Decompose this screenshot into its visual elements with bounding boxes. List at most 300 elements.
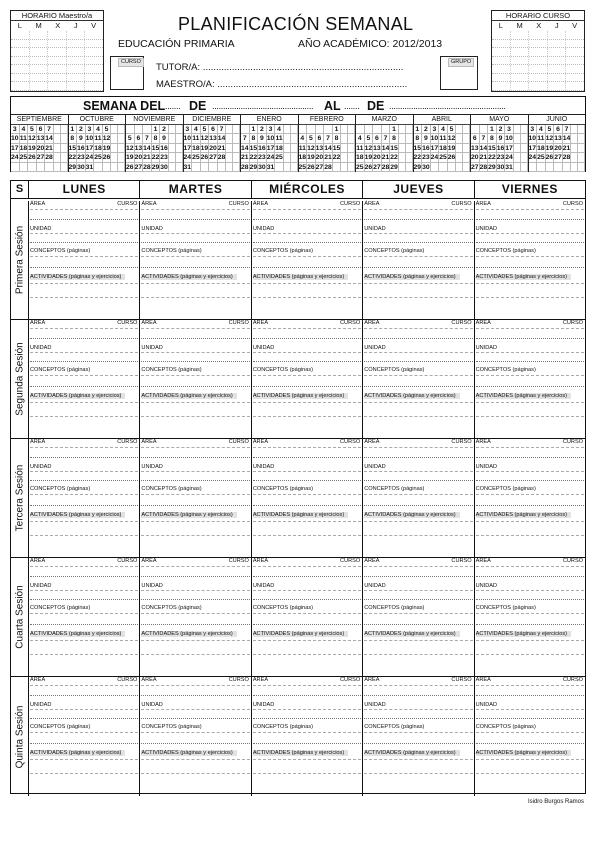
write-line[interactable] — [253, 624, 361, 625]
calendar-day[interactable] — [103, 163, 112, 172]
schedule-cell[interactable] — [548, 74, 567, 82]
calendar-day[interactable]: 25 — [19, 154, 28, 162]
calendar-day[interactable]: 4 — [20, 125, 29, 134]
schedule-cell[interactable] — [85, 31, 103, 39]
calendar-day[interactable]: 1 — [69, 125, 78, 134]
calendar-day[interactable] — [382, 125, 391, 134]
calendar-day[interactable]: 20 — [134, 154, 143, 162]
write-line[interactable] — [253, 375, 361, 376]
calendar-day[interactable] — [169, 144, 176, 153]
calendar-day[interactable] — [373, 125, 382, 134]
schedule-cell[interactable] — [566, 57, 584, 65]
schedule-row[interactable] — [492, 48, 584, 57]
schedule-cell[interactable] — [48, 31, 67, 39]
calendar-day[interactable] — [54, 163, 61, 172]
write-line[interactable] — [253, 338, 361, 339]
schedule-cell[interactable] — [548, 57, 567, 65]
cell-martes[interactable] — [140, 320, 251, 438]
calendar-day[interactable]: 4 — [94, 125, 103, 134]
write-line[interactable] — [30, 494, 138, 495]
calendar-day[interactable]: 17 — [505, 144, 513, 152]
schedule-cell[interactable] — [11, 74, 30, 82]
calendar-day[interactable]: 24 — [85, 154, 94, 162]
schedule-cell[interactable] — [48, 57, 67, 65]
schedule-cell[interactable] — [511, 48, 530, 56]
calendar-day[interactable]: 14 — [217, 135, 226, 143]
calendar-day[interactable]: 9 — [77, 134, 86, 143]
calendar-day[interactable]: 25 — [439, 154, 447, 162]
write-line[interactable] — [364, 494, 472, 495]
calendar-day[interactable] — [571, 163, 578, 172]
write-line[interactable] — [30, 256, 138, 257]
calendar-day[interactable] — [111, 163, 118, 172]
cell-miercoles[interactable] — [252, 558, 363, 676]
write-line[interactable] — [141, 718, 249, 719]
cell-jueves[interactable] — [363, 320, 474, 438]
calendar-day[interactable]: 28 — [241, 163, 249, 171]
calendar-day[interactable]: 18 — [275, 144, 283, 152]
write-line[interactable] — [30, 654, 138, 655]
calendar-day[interactable]: 5 — [365, 134, 374, 143]
calendar-day[interactable]: 27 — [471, 163, 479, 171]
write-line[interactable] — [476, 613, 584, 614]
schedule-cell[interactable] — [67, 82, 86, 90]
calendar-day[interactable]: 1 — [414, 125, 423, 134]
calendar-day[interactable]: 12 — [200, 135, 209, 143]
calendar-day[interactable] — [226, 125, 233, 134]
calendar-day[interactable]: 1 — [250, 125, 259, 134]
schedule-row[interactable] — [11, 82, 103, 91]
calendar-day[interactable] — [463, 153, 470, 162]
calendar-day[interactable]: 19 — [545, 144, 554, 152]
write-line[interactable] — [364, 471, 472, 472]
write-line[interactable] — [364, 773, 472, 774]
calendar-day[interactable]: 21 — [479, 154, 488, 162]
calendar-day[interactable] — [61, 163, 68, 172]
write-line[interactable] — [253, 613, 361, 614]
schedule-cell[interactable] — [48, 40, 67, 48]
calendar-day[interactable] — [406, 134, 413, 143]
horario-maestro-grid[interactable] — [11, 31, 103, 91]
write-line[interactable] — [141, 416, 249, 417]
schedule-cell[interactable] — [85, 57, 103, 65]
write-line[interactable] — [30, 566, 138, 567]
calendar-day[interactable]: 17 — [11, 144, 19, 152]
calendar-day[interactable] — [118, 153, 125, 162]
write-line[interactable] — [141, 695, 249, 696]
schedule-cell[interactable] — [529, 40, 548, 48]
calendar-day[interactable]: 3 — [184, 125, 193, 134]
calendar-day[interactable]: 10 — [85, 135, 94, 143]
write-line[interactable] — [476, 352, 584, 353]
calendar-day[interactable] — [54, 125, 61, 134]
write-line[interactable] — [364, 640, 472, 641]
calendar-day[interactable]: 14 — [562, 135, 571, 143]
calendar-day[interactable] — [226, 163, 233, 172]
calendar-day[interactable]: 13 — [373, 144, 381, 152]
schedule-cell[interactable] — [11, 31, 30, 39]
write-line[interactable] — [476, 624, 584, 625]
schedule-cell[interactable] — [30, 40, 49, 48]
calendar-day[interactable] — [341, 153, 348, 162]
write-line[interactable] — [141, 640, 249, 641]
schedule-cell[interactable] — [492, 65, 511, 73]
calendar-day[interactable] — [111, 144, 118, 153]
calendar-day[interactable] — [356, 125, 365, 134]
calendar-day[interactable]: 6 — [316, 134, 325, 143]
write-line[interactable] — [364, 297, 472, 298]
schedule-cell[interactable] — [566, 74, 584, 82]
calendar-day[interactable]: 27 — [315, 163, 324, 171]
calendar-day[interactable] — [448, 163, 457, 172]
schedule-cell[interactable] — [529, 48, 548, 56]
calendar-day[interactable]: 31 — [183, 163, 192, 171]
calendar-day[interactable]: 11 — [275, 135, 283, 143]
calendar-day[interactable]: 22 — [249, 154, 258, 162]
schedule-cell[interactable] — [511, 65, 530, 73]
write-line[interactable] — [364, 576, 472, 577]
calendar-day[interactable]: 21 — [45, 144, 53, 152]
cell-lunes[interactable] — [29, 201, 140, 319]
calendar-day[interactable]: 9 — [160, 134, 169, 143]
write-line[interactable] — [141, 457, 249, 458]
write-line[interactable] — [253, 695, 361, 696]
write-line[interactable] — [364, 535, 472, 536]
calendar-day[interactable] — [284, 125, 291, 134]
schedule-cell[interactable] — [511, 57, 530, 65]
write-line[interactable] — [476, 361, 584, 362]
calendar-day[interactable]: 1 — [488, 125, 497, 134]
calendar-day[interactable]: 21 — [381, 154, 390, 162]
schedule-cell[interactable] — [85, 65, 103, 73]
calendar-day[interactable]: 27 — [554, 154, 562, 162]
calendar-day[interactable]: 19 — [447, 144, 456, 152]
write-line[interactable] — [364, 613, 472, 614]
calendar-day[interactable] — [291, 163, 298, 172]
write-line[interactable] — [253, 494, 361, 495]
write-line[interactable] — [30, 535, 138, 536]
schedule-cell[interactable] — [11, 40, 30, 48]
write-line[interactable] — [476, 386, 584, 387]
write-line[interactable] — [476, 457, 584, 458]
write-line[interactable] — [141, 375, 249, 376]
write-line[interactable] — [141, 402, 249, 403]
calendar-day[interactable]: 7 — [241, 134, 250, 143]
calendar-day[interactable] — [341, 163, 348, 172]
write-line[interactable] — [141, 328, 249, 329]
calendar-day[interactable]: 12 — [545, 135, 554, 143]
calendar-day[interactable] — [143, 125, 152, 134]
schedule-cell[interactable] — [548, 65, 567, 73]
calendar-day[interactable] — [521, 134, 528, 143]
calendar-day[interactable]: 26 — [102, 154, 111, 162]
calendar-day[interactable]: 29 — [68, 163, 77, 171]
calendar-day[interactable]: 23 — [160, 154, 168, 162]
calendar-day[interactable]: 12 — [102, 135, 111, 143]
calendar-day[interactable] — [284, 134, 291, 143]
calendar-day[interactable]: 8 — [69, 134, 78, 143]
write-line[interactable] — [364, 695, 472, 696]
schedule-row[interactable] — [492, 82, 584, 91]
calendar-day[interactable]: 17 — [430, 144, 439, 152]
calendar-day[interactable]: 16 — [258, 144, 266, 152]
calendar-day[interactable] — [571, 153, 578, 162]
write-line[interactable] — [253, 759, 361, 760]
schedule-cell[interactable] — [11, 57, 30, 65]
write-line[interactable] — [364, 521, 472, 522]
calendar-day[interactable]: 16 — [496, 144, 505, 152]
write-line[interactable] — [364, 361, 472, 362]
calendar-day[interactable] — [176, 163, 183, 172]
calendar-day[interactable] — [480, 125, 489, 134]
calendar-day[interactable]: 6 — [209, 125, 218, 134]
write-line[interactable] — [253, 718, 361, 719]
write-line[interactable] — [253, 416, 361, 417]
calendar-day[interactable]: 29 — [390, 163, 398, 171]
calendar-day[interactable]: 1 — [333, 125, 342, 134]
calendar-day[interactable]: 16 — [422, 144, 430, 152]
calendar-day[interactable]: 3 — [431, 125, 440, 134]
calendar-day[interactable]: 7 — [45, 125, 54, 134]
calendar-day[interactable] — [176, 134, 183, 143]
calendar-day[interactable] — [169, 134, 176, 143]
calendar-day[interactable]: 13 — [471, 144, 479, 152]
write-line[interactable] — [30, 375, 138, 376]
write-line[interactable] — [476, 759, 584, 760]
calendar-day[interactable]: 7 — [382, 134, 391, 143]
calendar-day[interactable]: 29 — [249, 163, 258, 171]
write-line[interactable] — [364, 654, 472, 655]
calendar-day[interactable] — [348, 134, 355, 143]
write-line[interactable] — [141, 743, 249, 744]
calendar-day[interactable]: 25 — [537, 154, 545, 162]
cell-viernes[interactable] — [475, 439, 585, 557]
write-line[interactable] — [476, 640, 584, 641]
schedule-cell[interactable] — [492, 57, 511, 65]
write-line[interactable] — [476, 743, 584, 744]
calendar-day[interactable] — [463, 144, 470, 153]
calendar-day[interactable] — [284, 153, 291, 162]
write-line[interactable] — [476, 709, 584, 710]
calendar-day[interactable]: 14 — [143, 144, 151, 152]
write-line[interactable] — [141, 447, 249, 448]
calendar-day[interactable] — [118, 163, 125, 172]
cell-miercoles[interactable] — [252, 677, 363, 796]
cell-viernes[interactable] — [475, 320, 585, 438]
cell-lunes[interactable] — [29, 320, 140, 438]
calendar-day[interactable]: 7 — [218, 125, 227, 134]
calendar-day[interactable]: 12 — [28, 135, 36, 143]
calendar-day[interactable] — [514, 125, 521, 134]
calendar-day[interactable]: 1 — [152, 125, 161, 134]
calendar-day[interactable]: 6 — [554, 125, 563, 134]
schedule-cell[interactable] — [48, 48, 67, 56]
cell-lunes[interactable] — [29, 439, 140, 557]
write-line[interactable] — [253, 743, 361, 744]
calendar-day[interactable] — [571, 125, 578, 134]
write-line[interactable] — [476, 590, 584, 591]
calendar-day[interactable]: 26 — [545, 154, 554, 162]
calendar-day[interactable] — [399, 125, 406, 134]
calendar-day[interactable]: 21 — [324, 154, 332, 162]
calendar-day[interactable]: 8 — [414, 134, 423, 143]
write-line[interactable] — [30, 759, 138, 760]
calendar-day[interactable]: 18 — [356, 154, 364, 162]
calendar-day[interactable]: 10 — [505, 135, 513, 143]
write-line[interactable] — [30, 219, 138, 220]
write-line[interactable] — [364, 590, 472, 591]
calendar-day[interactable]: 15 — [390, 144, 398, 152]
write-line[interactable] — [30, 685, 138, 686]
calendar-day[interactable] — [291, 144, 298, 153]
calendar-day[interactable]: 30 — [77, 163, 85, 171]
calendar-day[interactable] — [578, 134, 585, 143]
write-line[interactable] — [476, 297, 584, 298]
write-line[interactable] — [364, 457, 472, 458]
calendar-day[interactable] — [45, 163, 54, 172]
calendar-day[interactable]: 15 — [488, 144, 496, 152]
schedule-cell[interactable] — [11, 65, 30, 73]
write-line[interactable] — [476, 654, 584, 655]
write-line[interactable] — [253, 256, 361, 257]
calendar-day[interactable]: 18 — [94, 144, 102, 152]
schedule-cell[interactable] — [566, 82, 584, 90]
schedule-cell[interactable] — [492, 82, 511, 90]
calendar-day[interactable]: 24 — [183, 154, 192, 162]
calendar-day[interactable]: 22 — [332, 154, 341, 162]
calendar-day[interactable]: 23 — [258, 154, 266, 162]
write-line[interactable] — [141, 480, 249, 481]
calendar-day[interactable] — [54, 144, 61, 153]
write-line[interactable] — [476, 416, 584, 417]
calendar-day[interactable]: 2 — [160, 125, 169, 134]
write-line[interactable] — [30, 521, 138, 522]
calendar-day[interactable] — [399, 144, 406, 153]
calendar-day[interactable]: 18 — [537, 144, 545, 152]
write-line[interactable] — [30, 209, 138, 210]
calendar-day[interactable]: 23 — [77, 154, 85, 162]
write-line[interactable] — [364, 283, 472, 284]
cell-martes[interactable] — [140, 558, 251, 676]
write-line[interactable] — [476, 732, 584, 733]
write-line[interactable] — [476, 505, 584, 506]
write-line[interactable] — [253, 709, 361, 710]
write-line[interactable] — [364, 328, 472, 329]
calendar-day[interactable]: 12 — [126, 144, 134, 152]
calendar-day[interactable]: 8 — [152, 134, 161, 143]
schedule-cell[interactable] — [529, 82, 548, 90]
write-line[interactable] — [253, 480, 361, 481]
write-line[interactable] — [141, 242, 249, 243]
cell-jueves[interactable] — [363, 558, 474, 676]
calendar-day[interactable]: 29 — [413, 163, 422, 171]
schedule-cell[interactable] — [67, 40, 86, 48]
write-line[interactable] — [141, 613, 249, 614]
schedule-row[interactable] — [11, 57, 103, 66]
calendar-day[interactable] — [201, 163, 210, 172]
calendar-day[interactable] — [348, 144, 355, 153]
write-line[interactable] — [30, 695, 138, 696]
calendar-day[interactable] — [209, 163, 218, 172]
cell-viernes[interactable] — [475, 558, 585, 676]
calendar-day[interactable]: 15 — [151, 144, 160, 152]
calendar-day[interactable] — [61, 134, 68, 143]
write-line[interactable] — [476, 328, 584, 329]
write-line[interactable] — [141, 209, 249, 210]
calendar-day[interactable]: 27 — [134, 163, 143, 171]
write-line[interactable] — [476, 233, 584, 234]
cell-miercoles[interactable] — [252, 439, 363, 557]
calendar-day[interactable]: 20 — [554, 144, 562, 152]
write-line[interactable] — [253, 505, 361, 506]
calendar-day[interactable]: 13 — [134, 144, 143, 152]
calendar-day[interactable]: 15 — [413, 144, 422, 152]
calendar-day[interactable] — [94, 163, 103, 172]
calendar-day[interactable] — [284, 144, 291, 153]
write-line[interactable] — [141, 471, 249, 472]
calendar-day[interactable]: 15 — [68, 144, 77, 152]
calendar-day[interactable]: 6 — [37, 125, 46, 134]
write-line[interactable] — [253, 654, 361, 655]
write-line[interactable] — [141, 654, 249, 655]
calendar-day[interactable]: 20 — [315, 154, 324, 162]
calendar-day[interactable] — [284, 163, 291, 172]
calendar-day[interactable]: 8 — [250, 134, 259, 143]
calendar-day[interactable]: 26 — [200, 154, 209, 162]
calendar-day[interactable] — [463, 134, 470, 143]
schedule-row[interactable] — [492, 31, 584, 40]
write-line[interactable] — [364, 505, 472, 506]
calendar-day[interactable] — [471, 125, 480, 134]
calendar-day[interactable]: 25 — [192, 154, 200, 162]
calendar-day[interactable]: 13 — [554, 135, 562, 143]
calendar-day[interactable]: 4 — [537, 125, 546, 134]
calendar-day[interactable]: 17 — [266, 144, 275, 152]
calendar-day[interactable]: 4 — [192, 125, 201, 134]
write-line[interactable] — [253, 685, 361, 686]
calendar-day[interactable] — [348, 163, 355, 172]
schedule-cell[interactable] — [548, 40, 567, 48]
cell-viernes[interactable] — [475, 677, 585, 796]
calendar-day[interactable]: 3 — [11, 125, 20, 134]
calendar-day[interactable]: 10 — [266, 135, 275, 143]
calendar-day[interactable]: 18 — [192, 144, 200, 152]
calendar-day[interactable]: 22 — [488, 154, 496, 162]
calendar-day[interactable] — [241, 125, 250, 134]
write-line[interactable] — [364, 566, 472, 567]
calendar-day[interactable]: 5 — [307, 134, 316, 143]
calendar-day[interactable] — [514, 134, 521, 143]
calendar-day[interactable] — [514, 163, 521, 172]
calendar-day[interactable] — [291, 125, 298, 134]
calendar-day[interactable] — [521, 144, 528, 153]
cell-lunes[interactable] — [29, 558, 140, 676]
calendar-day[interactable] — [399, 134, 406, 143]
maestro-line[interactable]: MAESTRO/A: ........................................................................ — [156, 79, 408, 90]
write-line[interactable] — [476, 576, 584, 577]
calendar-day[interactable]: 27 — [373, 163, 381, 171]
calendar-day[interactable] — [348, 153, 355, 162]
calendar-day[interactable] — [291, 153, 298, 162]
write-line[interactable] — [141, 386, 249, 387]
calendar-day[interactable] — [399, 153, 406, 162]
calendar-day[interactable] — [571, 134, 578, 143]
write-line[interactable] — [30, 743, 138, 744]
write-line[interactable] — [253, 233, 361, 234]
cell-lunes[interactable] — [29, 677, 140, 796]
calendar-day[interactable] — [118, 144, 125, 153]
schedule-cell[interactable] — [511, 82, 530, 90]
